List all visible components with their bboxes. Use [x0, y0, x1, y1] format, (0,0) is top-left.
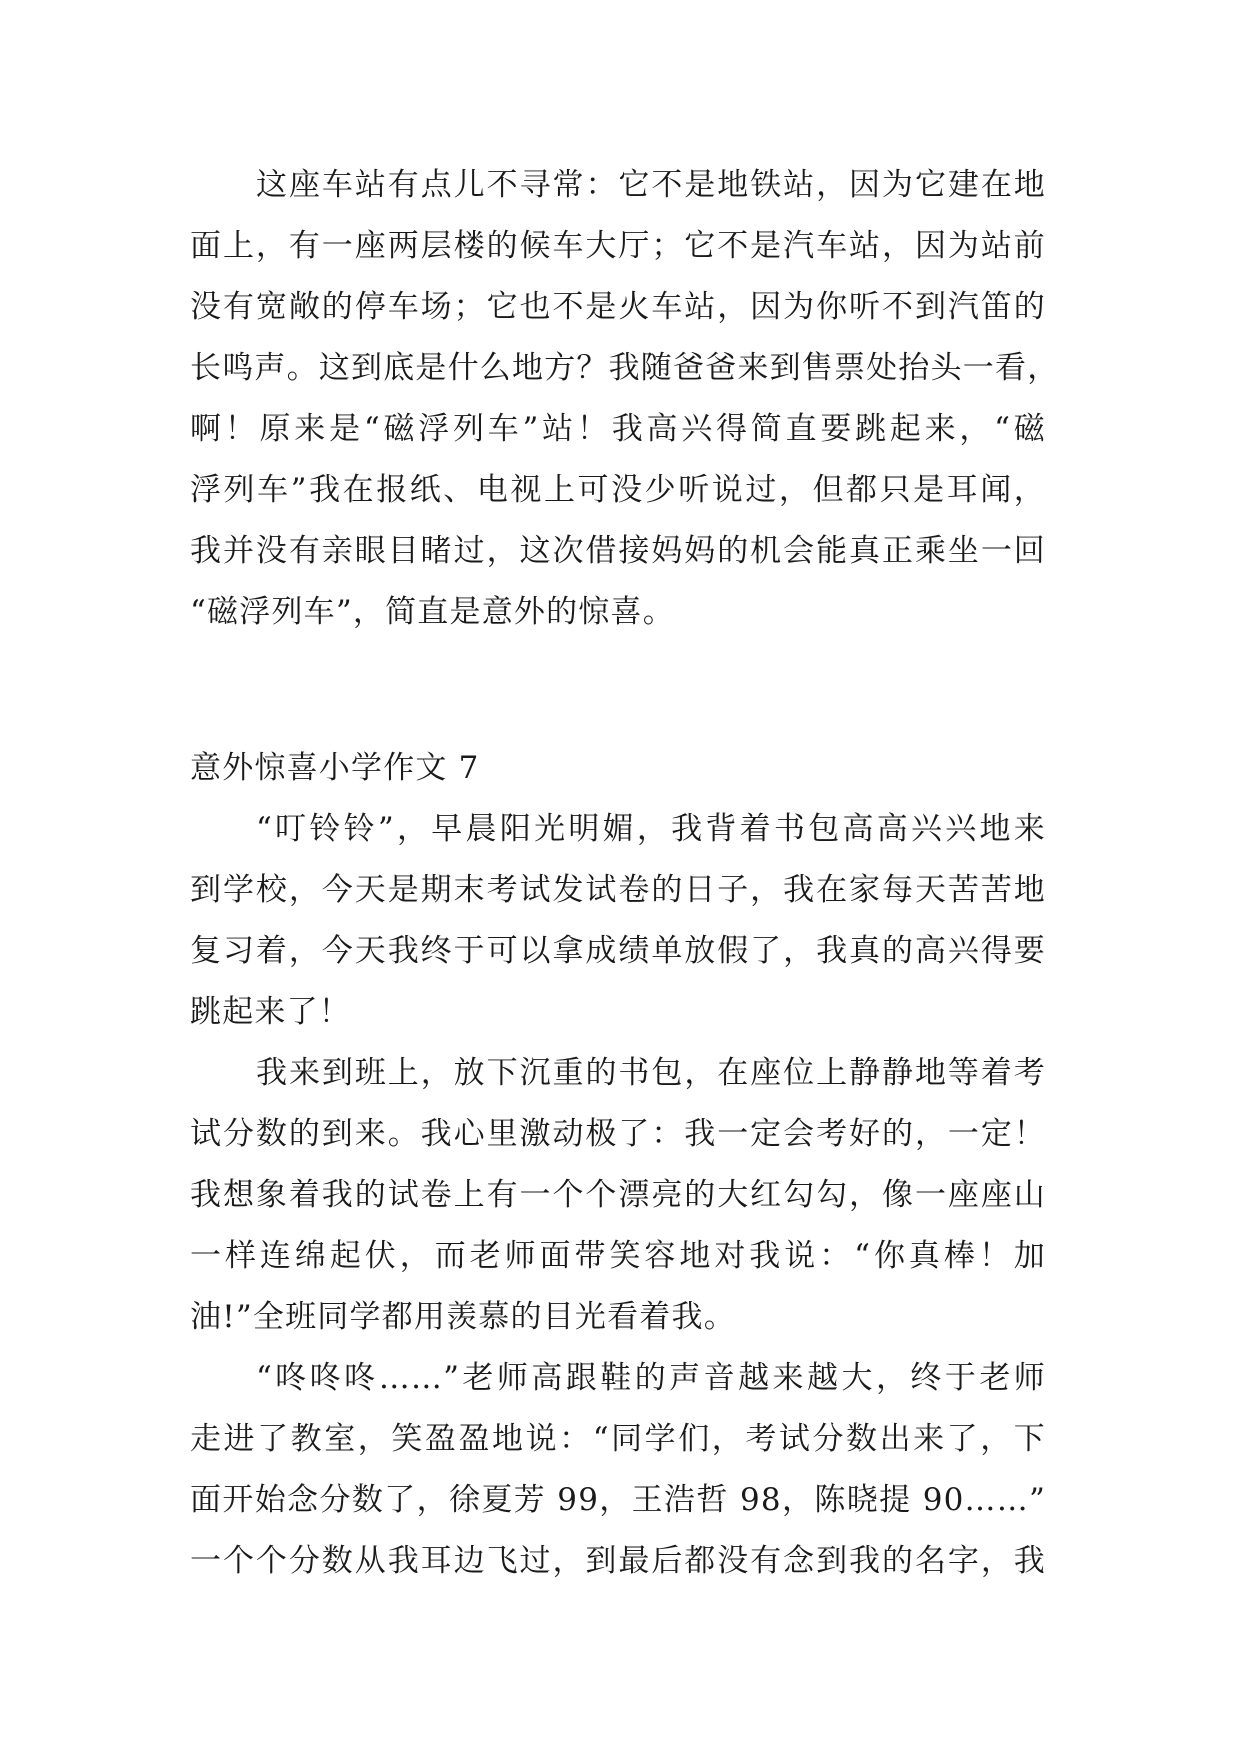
paragraph-2 [190, 799, 1046, 1043]
paragraph-line: 我并没有亲眼目睹过，这次借接妈妈的机会能真正乘坐一回 [190, 533, 1046, 569]
paragraph-line: 到学校，今天是期末考试发试卷的日子，我在家每天苦苦地 [190, 872, 1046, 908]
paragraph-line: 啊！原来是“磁浮列车”站！我高兴得简直要跳起来，“磁 [190, 411, 1046, 447]
paragraph-line: 我想象着我的试卷上有一个个漂亮的大红勾勾，像一座座山 [190, 1177, 1046, 1213]
paragraph-line: 面开始念分数了，徐夏芳 99，王浩哲 98，陈晓提 90……” [190, 1482, 1046, 1518]
paragraph-line: 油!”全班同学都用羡慕的目光看着我。 [190, 1299, 736, 1335]
paragraph-line: 跳起来了！ [190, 994, 351, 1030]
paragraph-line: 浮列车”我在报纸、电视上可没少听说过，但都只是耳闻， [190, 472, 1046, 508]
paragraph-line: 复习着，今天我终于可以拿成绩单放假了，我真的高兴得要 [190, 933, 1046, 969]
paragraph-line: 面上，有一座两层楼的候车大厅；它不是汽车站，因为站前 [190, 228, 1046, 264]
paragraph-3 [190, 1043, 1046, 1348]
paragraph-line: “叮铃铃”，早晨阳光明媚，我背着书包高高兴兴地来 [256, 811, 1046, 847]
paragraph-line: “咚咚咚……”老师高跟鞋的声音越来越大，终于老师 [256, 1360, 1046, 1396]
paragraph-4 [190, 1348, 1046, 1592]
paragraph-line: 一样连绵起伏，而老师面带笑容地对我说：“你真棒！加 [190, 1238, 1046, 1274]
paragraph-line: “磁浮列车”，简直是意外的惊喜。 [190, 594, 675, 630]
paragraph-line: 走进了教室，笑盈盈地说：“同学们，考试分数出来了，下 [190, 1421, 1046, 1457]
section-title: 意外惊喜小学作文 7 [190, 750, 480, 786]
paragraph-line: 这座车站有点儿不寻常：它不是地铁站，因为它建在地 [256, 167, 1046, 203]
paragraph-line: 没有宽敞的停车场；它也不是火车站，因为你听不到汽笛的 [190, 289, 1046, 325]
essay-section [190, 738, 1046, 1592]
paragraph-line: 长鸣声。这到底是什么地方？我随爸爸来到售票处抬头一看， [190, 350, 1060, 386]
paragraph-line: 试分数的到来。我心里激动极了：我一定会考好的，一定！ [190, 1116, 1046, 1152]
paragraph-line: 我来到班上，放下沉重的书包，在座位上静静地等着考 [256, 1055, 1046, 1091]
paragraph-line: 一个个分数从我耳边飞过，到最后都没有念到我的名字，我 [190, 1543, 1046, 1579]
paragraph-1 [190, 155, 1060, 643]
